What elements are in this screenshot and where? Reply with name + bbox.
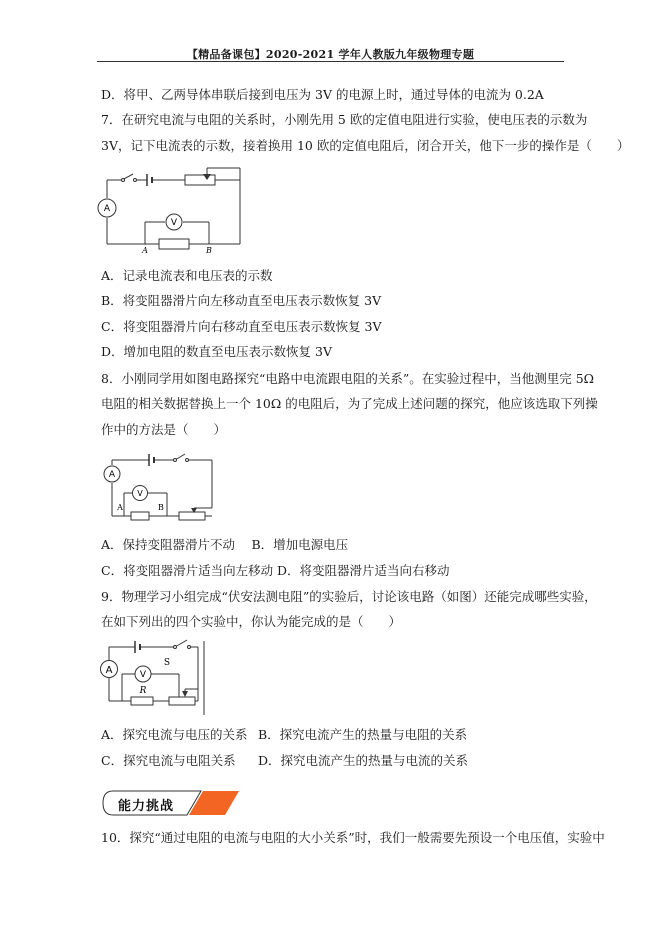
q7-option-a: A．记录电流表和电压表的示数 [101, 268, 273, 283]
q9-switch-label: S [163, 658, 171, 668]
q7-option-d: D．增加电阻的数直至电压表示数恢复 3V [101, 344, 332, 359]
q7-ammeter-label: A [103, 204, 111, 214]
q8-options-row1: A．保持变阻器滑片不动 B．增加电源电压 [101, 537, 349, 552]
q7-voltmeter-label: V [170, 218, 178, 228]
section-title: 能力挑战 [118, 799, 175, 814]
q8-circuit-diagram [97, 450, 222, 525]
q7-stem-line1: 7．在研究电流与电阻的关系时，小刚先用 5 欧的定值电阻进行实验，使电压表的示数为 [101, 112, 588, 127]
q8-point-b-label: B [158, 503, 164, 512]
q9-voltmeter-label: V [139, 670, 147, 680]
q8-ammeter-label: A [108, 470, 116, 480]
q9-option-c: C．探究电流与电阻关系 [101, 753, 236, 768]
q7-circuit-diagram [97, 160, 247, 256]
q7-point-b-label: B [206, 246, 212, 255]
q8-stem-line1: 8．小刚同学用如图电路探究“电路中电流跟电阻的关系”。在实验过程中，当他测里完 5Ω [101, 371, 595, 386]
q7-stem-line2: 3V，记下电流表的示数，接着换用 10 欧的定值电阻后，闭合开关，他下一步的操作是（ ） [101, 138, 630, 153]
q9-stem-line2: 在如下列出的四个实验中，你认为能完成的是（ ） [101, 614, 402, 629]
q9-circuit-diagram [97, 637, 217, 717]
q9-option-d: D．探究电流产生的热量与电流的关系 [258, 753, 469, 768]
q8-options-row2: C．将变阻器滑片适当向左移动 D．将变阻器滑片适当向右移动 [101, 563, 450, 578]
q8-stem-line3: 作中的方法是（ ） [101, 422, 227, 437]
page-header: 【精品备课包】2020-2021 学年人教版九年级物理专题 [186, 48, 475, 61]
q8-voltmeter-label: V [137, 489, 143, 498]
q7-option-b: B．将变阻器滑片向左移动直至电压表示数恢复 3V [101, 293, 382, 308]
q9-option-b: B．探究电流产生的热量与电阻的关系 [258, 727, 468, 742]
q6-option-d: D．将甲、乙两导体串联后接到电压为 3V 的电源上时，通过导体的电流为 0.2A [101, 87, 544, 102]
q10-stem-line1: 10．探究“通过电阻的电流与电阻的大小关系”时，我们一般需要先预设一个电压值，实验中 [101, 830, 605, 845]
q9-resistor-label: R [139, 686, 147, 696]
q9-stem-line1: 9．物理学习小组完成“伏安法测电阻”的实验后，讨论该电路（如图）还能完成哪些实验， [101, 589, 597, 604]
header-divider [97, 61, 564, 62]
q9-ammeter-label: A [105, 665, 113, 676]
q7-point-a-label: A [142, 246, 148, 255]
q8-point-a-label: A [117, 503, 123, 512]
q7-option-c: C．将变阻器滑片向右移动直至电压表示数恢复 3V [101, 319, 382, 334]
section-banner [101, 789, 241, 817]
q9-option-a: A．探究电流与电压的关系 [101, 727, 248, 742]
q8-stem-line2: 电阻的相关数据替换上一个 10Ω 的电阻后，为了完成上述问题的探究，他应该选取下列操 [101, 396, 598, 411]
